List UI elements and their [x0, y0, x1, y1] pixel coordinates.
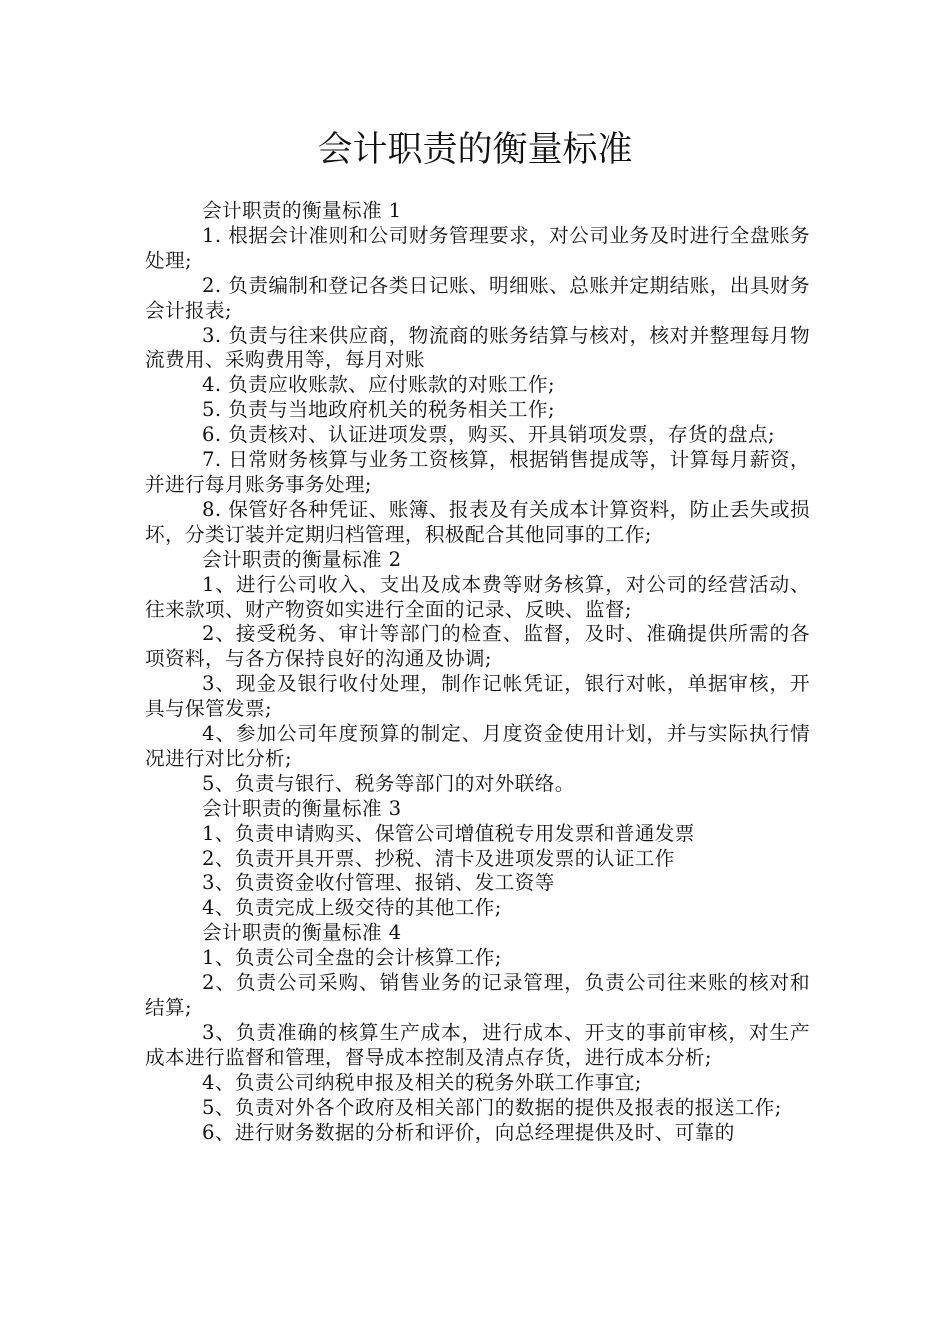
- section-heading-2: 会计职责的衡量标准 2: [202, 547, 402, 571]
- paragraph: 5. 负责与当地政府机关的税务相关工作;: [202, 398, 556, 422]
- paragraph: 1、进行公司收入、支出及成本费等财务核算，对公司的经营活动、往来款项、财产物资如实进行全面的记录、反映、监督;: [145, 572, 810, 621]
- paragraph: 6、进行财务数据的分析和评价，向总经理提供及时、可靠的: [202, 1120, 735, 1144]
- document-title: 会计职责的衡量标准: [317, 130, 633, 170]
- paragraph: 5、负责与银行、税务等部门的对外联络。: [202, 771, 575, 795]
- paragraph: 7. 日常财务核算与业务工资核算，根据销售提成等，计算每月薪资，并进行每月账务事务处理;: [145, 448, 810, 496]
- paragraph: 1、负责申请购买、保管公司增值税专用发票和普通发票: [202, 821, 695, 845]
- paragraph: 2、负责开具开票、抄税、清卡及进项发票的认证工作: [202, 846, 675, 870]
- paragraph: 4、负责完成上级交待的其他工作;: [202, 896, 502, 920]
- paragraph: 2、接受税务、审计等部门的检查、监督，及时、准确提供所需的各项资料，与各方保持良好的沟通及协调;: [145, 622, 810, 671]
- paragraph: 1. 根据会计准则和公司财务管理要求，对公司业务及时进行全盘账务处理;: [145, 223, 810, 272]
- paragraph: 3、现金及银行收付处理，制作记帐凭证，银行对帐，单据审核，开具与保管发票;: [145, 672, 810, 721]
- paragraph: 3. 负责与往来供应商，物流商的账务结算与核对，核对并整理每月物流费用、采购费用等，每月对账: [145, 323, 810, 372]
- paragraph: 1、负责公司全盘的会计核算工作;: [202, 946, 502, 970]
- document-body: [145, 199, 810, 1145]
- paragraph: 3、负责准确的核算生产成本，进行成本、开支的事前审核，对生产成本进行监督和管理，督导成本控制及清点存货，进行成本分析;: [145, 1020, 810, 1069]
- paragraph: 4、参加公司年度预算的制定、月度资金使用计划，并与实际执行情况进行对比分析;: [145, 722, 810, 770]
- paragraph: 2、负责公司采购、销售业务的记录管理，负责公司往来账的核对和结算;: [145, 971, 810, 1019]
- paragraph: 2. 负责编制和登记各类日记账、明细账、总账并定期结账，出具财务会计报表;: [145, 273, 810, 322]
- paragraph: 5、负责对外各个政府及相关部门的数据的提供及报表的报送工作;: [202, 1095, 782, 1119]
- section-heading-3: 会计职责的衡量标准 3: [202, 796, 402, 820]
- paragraph: 3、负责资金收付管理、报销、发工资等: [202, 871, 555, 895]
- paragraph: 6. 负责核对、认证进项发票，购买、开具销项发票，存货的盘点;: [202, 423, 775, 447]
- paragraph: 4、负责公司纳税申报及相关的税务外联工作事宜;: [202, 1070, 642, 1094]
- paragraph: 8. 保管好各种凭证、账簿、报表及有关成本计算资料，防止丢失或损坏，分类订装并定期归档管理，积极配合其他同事的工作;: [145, 497, 810, 546]
- paragraph: 4. 负责应收账款、应付账款的对账工作;: [202, 373, 556, 397]
- section-heading-1: 会计职责的衡量标准 1: [202, 199, 402, 222]
- section-heading-4: 会计职责的衡量标准 4: [202, 921, 402, 945]
